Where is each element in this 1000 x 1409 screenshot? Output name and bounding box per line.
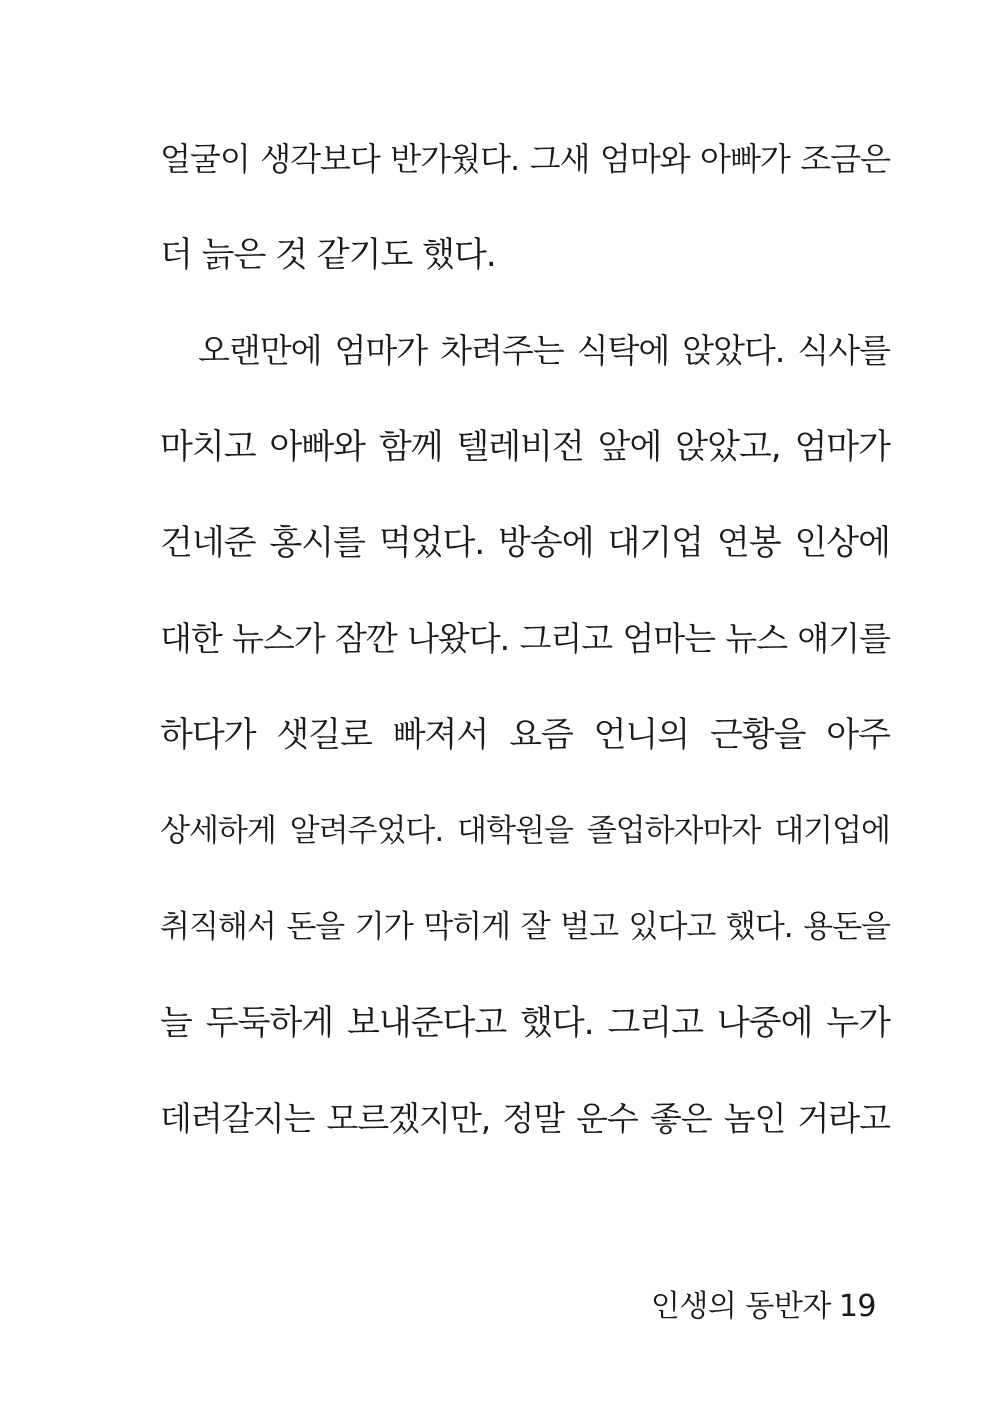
text-line: 취직해서 돈을 기가 막히게 잘 벌고 있다고 했다. 용돈을 [160, 909, 890, 945]
text-line: 마치고 아빠와 함께 텔레비전 앞에 앉았고, 엄마가 [160, 427, 890, 467]
text-line: 얼굴이 생각보다 반가웠다. 그새 엄마와 아빠가 조금은 [160, 140, 890, 178]
text-line: 더 늙은 것 같기도 했다. [160, 235, 496, 275]
text-line: 상세하게 알려주었다. 대학원을 졸업하자마자 대기업에 [160, 813, 890, 849]
text-line: 데려갈지는 모르겠지만, 정말 운수 좋은 놈인 거라고 [160, 1099, 890, 1138]
page-number: 19 [838, 1289, 876, 1324]
text-line: 하다가 샛길로 빠져서 요즘 언니의 근황을 아주 [160, 715, 890, 755]
page-footer [651, 1287, 876, 1327]
body-text [160, 128, 890, 1184]
running-title: 인생의 동반자 [650, 1289, 831, 1324]
text-line: 건네준 홍시를 먹었다. 방송에 대기업 연봉 인상에 [160, 523, 890, 563]
text-line: 늘 두둑하게 보내준다고 했다. 그리고 나중에 누가 [160, 1003, 890, 1043]
text-line: 대한 뉴스가 잠깐 나왔다. 그리고 엄마는 뉴스 얘기를 [160, 619, 890, 658]
text-line-paragraph-start: 오랜만에 엄마가 차려주는 식탁에 앉았다. 식사를 [198, 331, 890, 370]
